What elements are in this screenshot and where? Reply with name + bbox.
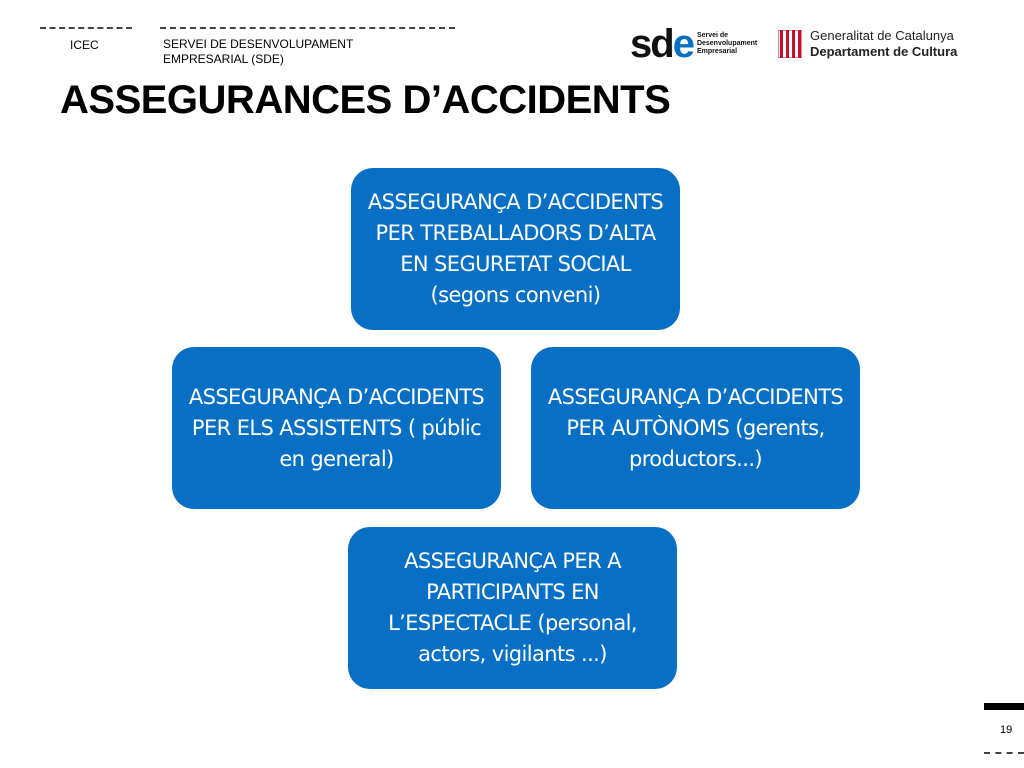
- org-short-label: ICEC: [70, 38, 99, 52]
- senyera-icon: [778, 30, 802, 58]
- header-rule-left: [40, 27, 132, 29]
- org-service-line2: EMPRESARIAL (SDE): [163, 52, 284, 66]
- diagram-box-workers-text: ASSEGURANÇA D’ACCIDENTS PER TREBALLADORS D’ALTA EN SEGURETAT SOCIAL (segons conveni): [367, 190, 664, 307]
- page-number: 19: [1000, 724, 1013, 736]
- diagram-box-participants-text: ASSEGURANÇA PER A PARTICIPANTS EN L’ESPECTACLE (personal, actors, vigilants ...): [388, 549, 637, 666]
- diagram-box-self-employed: [531, 347, 860, 509]
- org-service-label: [163, 37, 353, 67]
- diagram-box-attendees-text: ASSEGURANÇA D’ACCIDENTS PER ELS ASSISTENTS ( públic en general): [188, 384, 485, 471]
- footer-rule: [984, 752, 1024, 754]
- diagram-box-self-employed-text: ASSEGURANÇA D’ACCIDENTS PER AUTÒNOMS (gerents, productors...): [547, 384, 844, 471]
- slide-title: ASSEGURANCES D’ACCIDENTS: [60, 78, 671, 122]
- sde-logo: [630, 24, 757, 64]
- header-rule-right: [160, 27, 455, 29]
- sde-logo-mark: sde: [630, 22, 693, 66]
- generalitat-logo: [778, 28, 957, 60]
- org-service-line1: SERVEI DE DESENVOLUPAMENT: [163, 37, 354, 51]
- diagram-box-participants: [348, 527, 677, 689]
- sde-logo-text: Servei de Desenvolupament Empresarial: [696, 32, 758, 55]
- diagram-box-attendees: [172, 347, 501, 509]
- generalitat-logo-text: Generalitat de Catalunya Departament de Cultura: [810, 28, 958, 59]
- diagram-box-workers: [351, 168, 680, 330]
- footer-bar: [984, 703, 1024, 710]
